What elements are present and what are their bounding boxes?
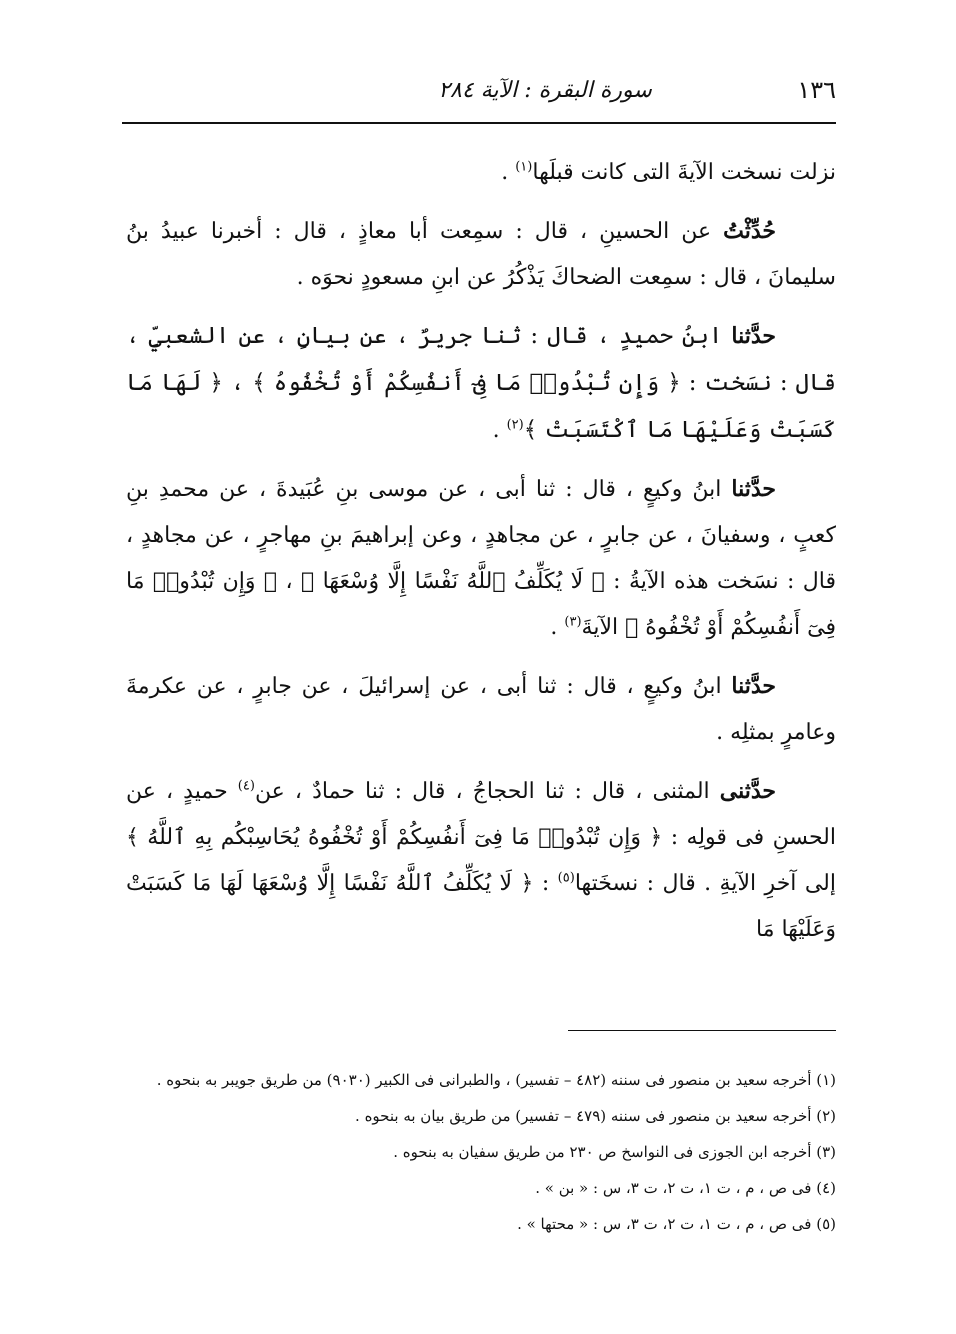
footnote-ref: (٥) [557, 870, 575, 886]
paragraph-text-continued: : ﴿ لَا يُكَلِّفُ ٱللَّهُ نَفْسًا إِلَّا وُسْعَهَا لَهَا مَا كَسَبَتْ وَعَلَيْهَا مَا [126, 871, 836, 942]
running-title: سورة البقرة : الآية ٢٨٤ [438, 78, 652, 103]
footnote-4: (٤) فى ص ، م ، ت ١، ت ٢، ت ٣، س : « بن » . [535, 1179, 836, 1197]
paragraph-text: عن الحسينِ ، قال : سمِعت أبا معاذٍ ، قال : أخبرنا عبيدُ بنُ سليمانَ ، قال : سمِعت الضحاكَ يَذْكُرُ عن ابنِ مسعودٍ نحوَه . [126, 219, 836, 290]
isnad-keyword: حُدِّثْتُ [723, 218, 776, 244]
footnote-ref: (٣) [564, 614, 582, 630]
isnad-keyword: حدَّثنا [731, 323, 776, 349]
paragraph-1 [126, 150, 836, 196]
isnad-keyword: حدَّثنا [731, 673, 776, 699]
isnad-keyword: حدَّثنى [719, 778, 776, 804]
header-rule [122, 122, 836, 124]
paragraph-text-continued: حميدٍ ، عن الحسنِ فى قولِه : ﴿ وَإِن تُبْدُوا۟ مَا فِىٓ أَنفُسِكُمْ أَوْ تُخْفُوهُ يُحَاسِبْكُم بِهِ ٱللَّهُ ﴾ إلى آخرِ الآيةِ . قال : نسخَتها [126, 779, 836, 896]
paragraph-6 [126, 768, 836, 953]
footnote-3: (٣) أخرجه ابن الجوزى فى النواسخ ص ٢٣٠ من طريق سفيان به بنحوه . [393, 1143, 836, 1161]
paragraph-text: المثنى ، قال : ثنا الحجاجُ ، قال : ثنا حمادٌ ، عن [254, 779, 720, 804]
footnote-1: (١) أخرجه سعيد بن منصور فى سننه (٤٨٢ – تفسير) ، والطبرانى فى الكبير (٩٠٣٠) من طريق جويبر به بنحوه . [156, 1071, 836, 1089]
paragraph-4 [126, 466, 836, 651]
footnote-5: (٥) فى ص ، م ، ت ١، ت ٢، ت ٣، س : « محتها » . [517, 1215, 836, 1233]
paragraph-2 [126, 208, 836, 301]
footnote-2: (٢) أخرجه سعيد بن منصور فى سننه (٤٧٩ – تفسير) من طريق بيان به بنحوه . [355, 1107, 836, 1125]
paragraph-text: نزلت نسخت الآيةَ التى كانت قبلَها [532, 160, 836, 185]
page-header [122, 70, 836, 120]
main-text [126, 150, 836, 965]
paragraph-tail: . [550, 615, 565, 640]
paragraph-tail: . [501, 160, 516, 185]
footnotes [126, 1062, 836, 1242]
paragraph-5 [126, 663, 836, 756]
footnote-ref: (٤) [237, 778, 255, 794]
footnote-rule [568, 1030, 836, 1031]
paragraph-tail: . [492, 418, 507, 443]
paragraph-3 [126, 313, 836, 454]
paragraph-text: ابنُ وكيعٍ ، قال : ثنا أبى ، عن موسى بنِ عُبَيدةَ ، عن محمدِ بنِ كعبٍ ، وسفيانَ ، عن جابرٍ ، عن مجاهدٍ ، وعن إبراهيمَ بنِ مهاجرٍ ، عن مجاهدٍ ، قال : نسَخت هذه الآيةُ : ﴿ لَا يُكَلِّفُ ٱللَّهُ نَفْسًا إِلَّا وُسْعَهَا ﴾ ، ﴿ وَإِن تُبْدُوا۟ مَا فِىٓ أَنفُسِكُمْ أَوْ تُخْفُوهُ ﴾ الآيةَ [126, 477, 836, 640]
footnote-ref: (١) [515, 159, 533, 175]
footnote-ref: (٢) [506, 417, 524, 433]
paragraph-text: ابنُ حميدٍ ، قال : ثنا جريرٌ ، عن بيانٍ ، عن الشعبيِّ ، قال : نسَخت : ﴿ وَإِن تُبْدُوا۟ مَا فِىٓ أَنفُسِكُمْ أَوْ تُخْفُوهُ ﴾ ، ﴿ لَهَا مَا كَسَبَتْ وَعَلَيْهَا مَا ٱكْتَسَبَتْ ﴾ [126, 323, 836, 443]
paragraph-text: ابنُ وكيعٍ ، قال : ثنا أبى ، عن إسرائيلَ ، عن جابرٍ ، عن عكرمةَ وعامرٍ بمثلِه . [126, 674, 836, 745]
isnad-keyword: حدَّثنا [731, 476, 776, 502]
page-number: ١٣٦ [797, 76, 836, 104]
